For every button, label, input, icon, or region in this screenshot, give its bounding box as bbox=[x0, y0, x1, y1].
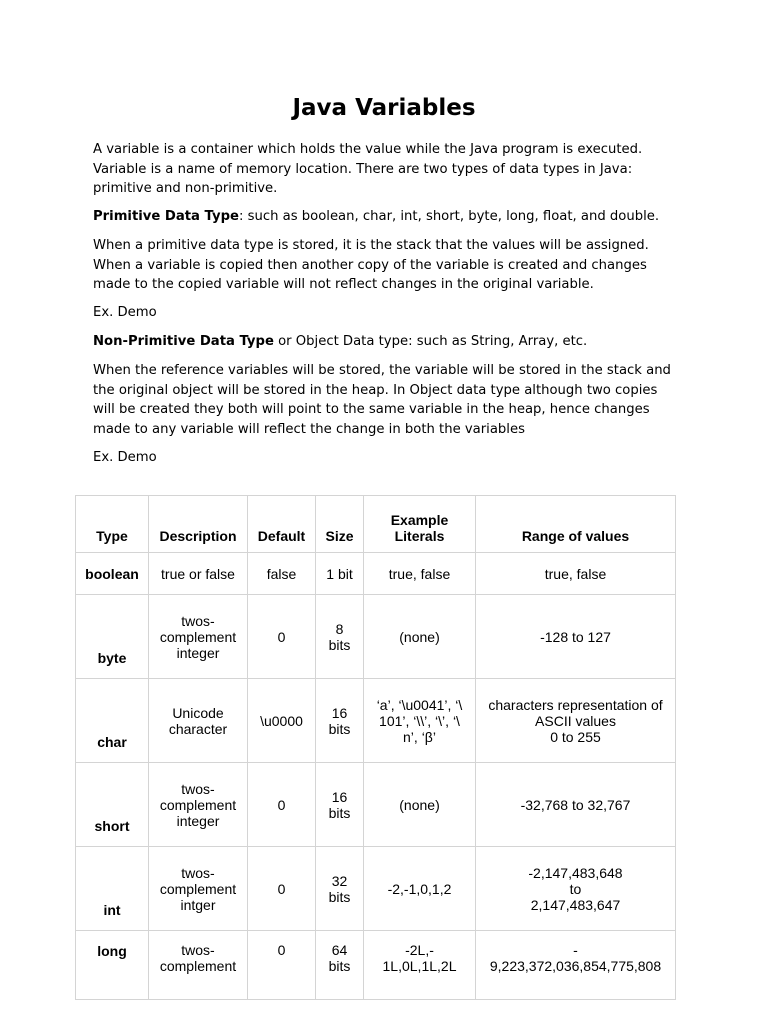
header-default: Default bbox=[248, 496, 316, 553]
cell-size: 8 bits bbox=[316, 595, 364, 679]
nonprimitive-demo: Ex. Demo bbox=[93, 450, 157, 465]
cell-size: 16 bits bbox=[316, 679, 364, 763]
cell-size: 32 bits bbox=[316, 847, 364, 931]
cell-range: -32,768 to 32,767 bbox=[476, 763, 676, 847]
cell-type: short bbox=[76, 763, 149, 847]
cell-description: twos- complement intger bbox=[149, 847, 248, 931]
cell-example: (none) bbox=[364, 595, 476, 679]
cell-range: -128 to 127 bbox=[476, 595, 676, 679]
table-row bbox=[76, 679, 676, 763]
table-row bbox=[76, 931, 676, 1000]
nonprimitive-heading-paragraph bbox=[93, 332, 683, 352]
primitive-rest: : such as boolean, char, int, short, byte, long, float, and double. bbox=[238, 209, 660, 224]
cell-description: Unicode character bbox=[149, 679, 248, 763]
cell-range: - 9,223,372,036,854,775,808 bbox=[476, 931, 676, 1000]
primitive-heading-paragraph bbox=[93, 207, 683, 227]
table-row bbox=[76, 763, 676, 847]
cell-type: long bbox=[76, 931, 149, 1000]
table-row bbox=[76, 595, 676, 679]
cell-default: 0 bbox=[248, 931, 316, 1000]
header-example-line2: Literals bbox=[394, 528, 445, 544]
table-header-row bbox=[76, 496, 676, 553]
cell-default: 0 bbox=[248, 763, 316, 847]
cell-example: (none) bbox=[364, 763, 476, 847]
header-description: Description bbox=[149, 496, 248, 553]
page-title: Java Variables bbox=[292, 95, 476, 121]
cell-description: twos- complement integer bbox=[149, 763, 248, 847]
cell-range: characters representation of ASCII values 0 to 255 bbox=[476, 679, 676, 763]
java-types-table bbox=[75, 495, 676, 1000]
primitive-description: When a primitive data type is stored, it is the stack that the values will be assigned. When a variable is copied then another copy of the variable is created and changes made to the copied variable will not reflect changes in the original variable. bbox=[93, 238, 649, 292]
table-row bbox=[76, 553, 676, 595]
cell-example: -2L,- 1L,0L,1L,2L bbox=[364, 931, 476, 1000]
cell-range: -2,147,483,648 to 2,147,483,647 bbox=[476, 847, 676, 931]
header-type: Type bbox=[76, 496, 149, 553]
cell-description: twos- complement integer bbox=[149, 595, 248, 679]
cell-example: true, false bbox=[364, 553, 476, 595]
cell-default: 0 bbox=[248, 847, 316, 931]
cell-example: -2,-1,0,1,2 bbox=[364, 847, 476, 931]
cell-type: boolean bbox=[76, 553, 149, 595]
cell-default: \u0000 bbox=[248, 679, 316, 763]
cell-type: byte bbox=[76, 595, 149, 679]
cell-example: ‘a’, ‘\u0041’, ‘\ 101’, ‘\\’, ‘\’, ‘\ n’, ‘β’ bbox=[364, 679, 476, 763]
table-row bbox=[76, 847, 676, 931]
cell-default: 0 bbox=[248, 595, 316, 679]
cell-default: false bbox=[248, 553, 316, 595]
primitive-demo: Ex. Demo bbox=[93, 305, 157, 320]
header-size: Size bbox=[316, 496, 364, 553]
cell-range: true, false bbox=[476, 553, 676, 595]
cell-size: 64 bits bbox=[316, 931, 364, 1000]
cell-description: true or false bbox=[149, 553, 248, 595]
nonprimitive-description: When the reference variables will be stored, the variable will be stored in the stack and the original object will be stored in the heap. In Object data type although two copies will be created they both will point to the same variable in the heap, hence changes made to any variable will reflect the change in both the variables bbox=[93, 363, 671, 437]
intro-paragraph: A variable is a container which holds the value while the Java program is executed. Variable is a name of memory location. There are two types of data types in Java: primitive and non-primitive. bbox=[93, 142, 643, 196]
nonprimitive-label: Non-Primitive Data Type bbox=[93, 334, 274, 349]
cell-type: int bbox=[76, 847, 149, 931]
header-example-line1: Example bbox=[390, 512, 449, 528]
primitive-label: Primitive Data Type bbox=[93, 209, 239, 224]
cell-type: char bbox=[76, 679, 149, 763]
nonprimitive-rest: or Object Data type: such as String, Array, etc. bbox=[273, 334, 588, 349]
header-example-literals bbox=[364, 496, 476, 553]
cell-size: 1 bit bbox=[316, 553, 364, 595]
header-range: Range of values bbox=[476, 496, 676, 553]
cell-description: twos- complement bbox=[149, 931, 248, 1000]
cell-size: 16 bits bbox=[316, 763, 364, 847]
